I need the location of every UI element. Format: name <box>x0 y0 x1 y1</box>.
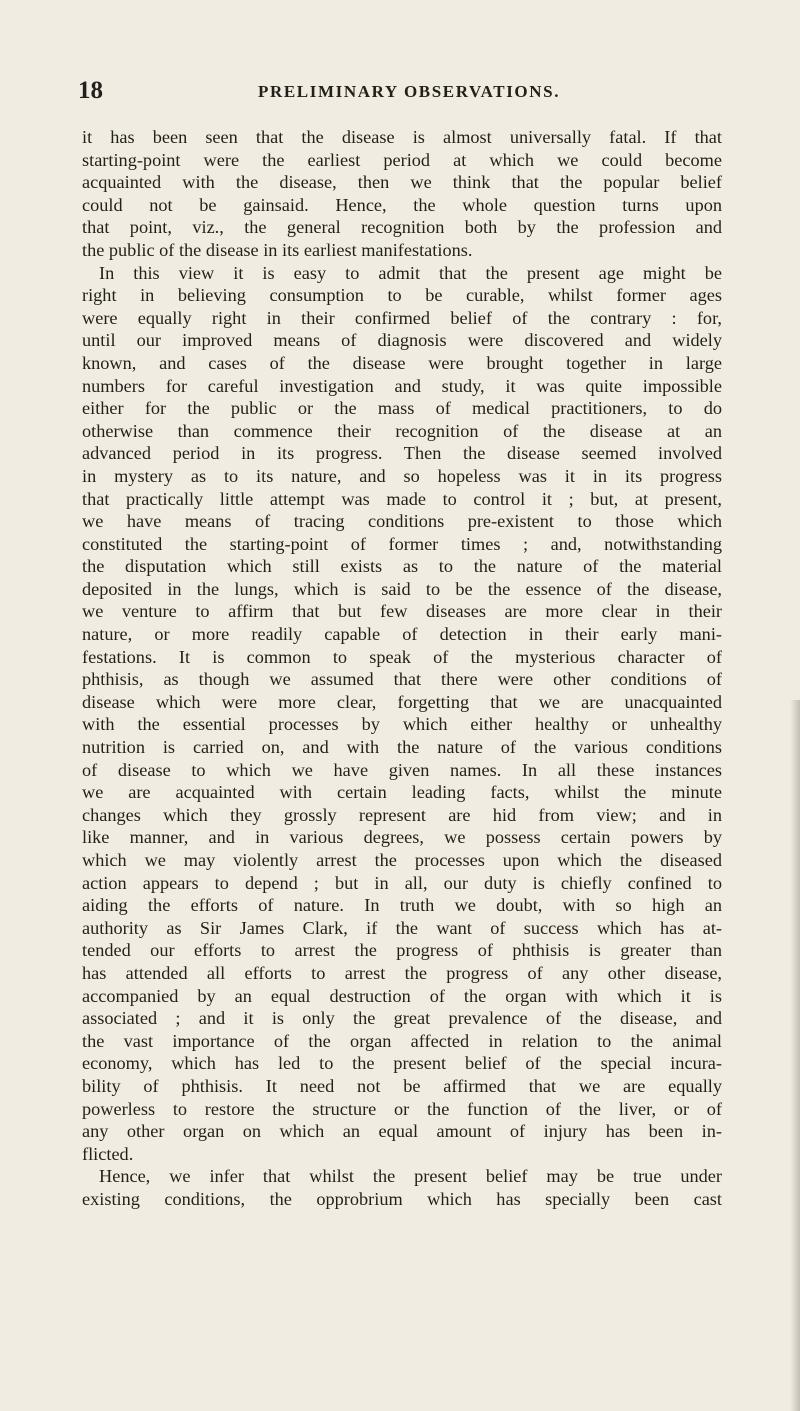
text-line: tended our efforts to arrest the progress of phthisis is greater than <box>82 940 722 961</box>
text-line: the disputation which still exists as to the nature of the material <box>82 556 722 577</box>
text-line: were equally right in their confirmed belief of the contrary : for, <box>82 307 722 328</box>
text-line: we are acquainted with certain leading facts, whilst the minute <box>82 782 722 803</box>
text-line: that point, viz., the general recognition both by the profession and <box>82 217 722 238</box>
text-line: economy, which has led to the present belief of the special incura- <box>82 1053 722 1074</box>
text-line: disease which were more clear, forgetting that we are unacquainted <box>82 691 722 712</box>
page-edge-shadow <box>790 700 800 1411</box>
text-line: until our improved means of diagnosis were discovered and widely <box>82 330 722 351</box>
text-line: in mystery as to its nature, and so hopeless was it in its progress <box>82 465 722 486</box>
text-line: phthisis, as though we assumed that there were other conditions of <box>82 669 722 690</box>
text-line: any other organ on which an equal amount of injury has been in- <box>82 1121 722 1142</box>
text-line: nature, or more readily capable of detection in their early mani- <box>82 624 722 645</box>
text-line: changes which they grossly represent are hid from view; and in <box>82 804 722 825</box>
page-header <box>78 77 718 107</box>
text-line: right in believing consumption to be curable, whilst former ages <box>82 285 722 306</box>
page-number: 18 <box>78 77 103 104</box>
text-line: existing conditions, the opprobrium which has specially been cast <box>82 1188 722 1209</box>
body-text <box>82 126 722 1211</box>
text-line: festations. It is common to speak of the mysterious character of <box>82 646 722 667</box>
text-line: accompanied by an equal destruction of the organ with which it is <box>82 985 722 1006</box>
text-line: could not be gainsaid. Hence, the whole question turns upon <box>82 194 722 215</box>
text-line: authority as Sir James Clark, if the want of success which has at- <box>82 917 722 938</box>
text-line: aiding the efforts of nature. In truth we doubt, with so high an <box>82 895 722 916</box>
text-line: either for the public or the mass of medical practitioners, to do <box>82 398 722 419</box>
text-line: nutrition is carried on, and with the nature of the various conditions <box>82 737 722 758</box>
text-line: action appears to depend ; but in all, our duty is chiefly confined to <box>82 872 722 893</box>
text-line: the public of the disease in its earliest manifestations. <box>82 239 473 260</box>
text-line: otherwise than commence their recognition of the disease at an <box>82 420 722 441</box>
text-line: bility of phthisis. It need not be affirmed that we are equally <box>82 1075 722 1096</box>
text-line: deposited in the lungs, which is said to be the essence of the disease, <box>82 578 722 599</box>
text-line: known, and cases of the disease were brought together in large <box>82 352 722 373</box>
text-line: the vast importance of the organ affected in relation to the animal <box>82 1030 722 1051</box>
text-line: of disease to which we have given names. In all these instances <box>82 759 722 780</box>
text-line: it has been seen that the disease is almost universally fatal. If that <box>82 127 722 147</box>
text-line: acquainted with the disease, then we think that the popular belief <box>82 172 722 193</box>
text-line: advanced period in its progress. Then the disease seemed involved <box>82 443 722 464</box>
text-line: we venture to affirm that but few diseases are more clear in their <box>82 601 722 622</box>
text-line: which we may violently arrest the processes upon which the diseased <box>82 850 722 870</box>
running-title: PRELIMINARY OBSERVATIONS. <box>258 82 561 101</box>
text-line: powerless to restore the structure or the function of the liver, or of <box>82 1098 722 1119</box>
text-line: starting-point were the earliest period at which we could become <box>82 149 722 170</box>
text-line: has attended all efforts to arrest the progress of any other disease, <box>82 962 722 983</box>
text-line: with the essential processes by which either healthy or unhealthy <box>82 714 722 735</box>
text-line: constituted the starting-point of former times ; and, notwithstanding <box>82 533 722 554</box>
text-line: In this view it is easy to admit that the present age might be <box>99 262 722 283</box>
text-line: flicted. <box>82 1143 134 1164</box>
text-line: like manner, and in various degrees, we possess certain powers by <box>82 827 722 848</box>
text-line: Hence, we infer that whilst the present belief may be true under <box>99 1166 722 1187</box>
text-line: that practically little attempt was made to control it ; but, at present, <box>82 488 722 509</box>
text-line: we have means of tracing conditions pre-existent to those which <box>82 511 722 532</box>
text-line: associated ; and it is only the great prevalence of the disease, and <box>82 1008 722 1029</box>
text-line: numbers for careful investigation and study, it was quite impossible <box>82 375 722 396</box>
